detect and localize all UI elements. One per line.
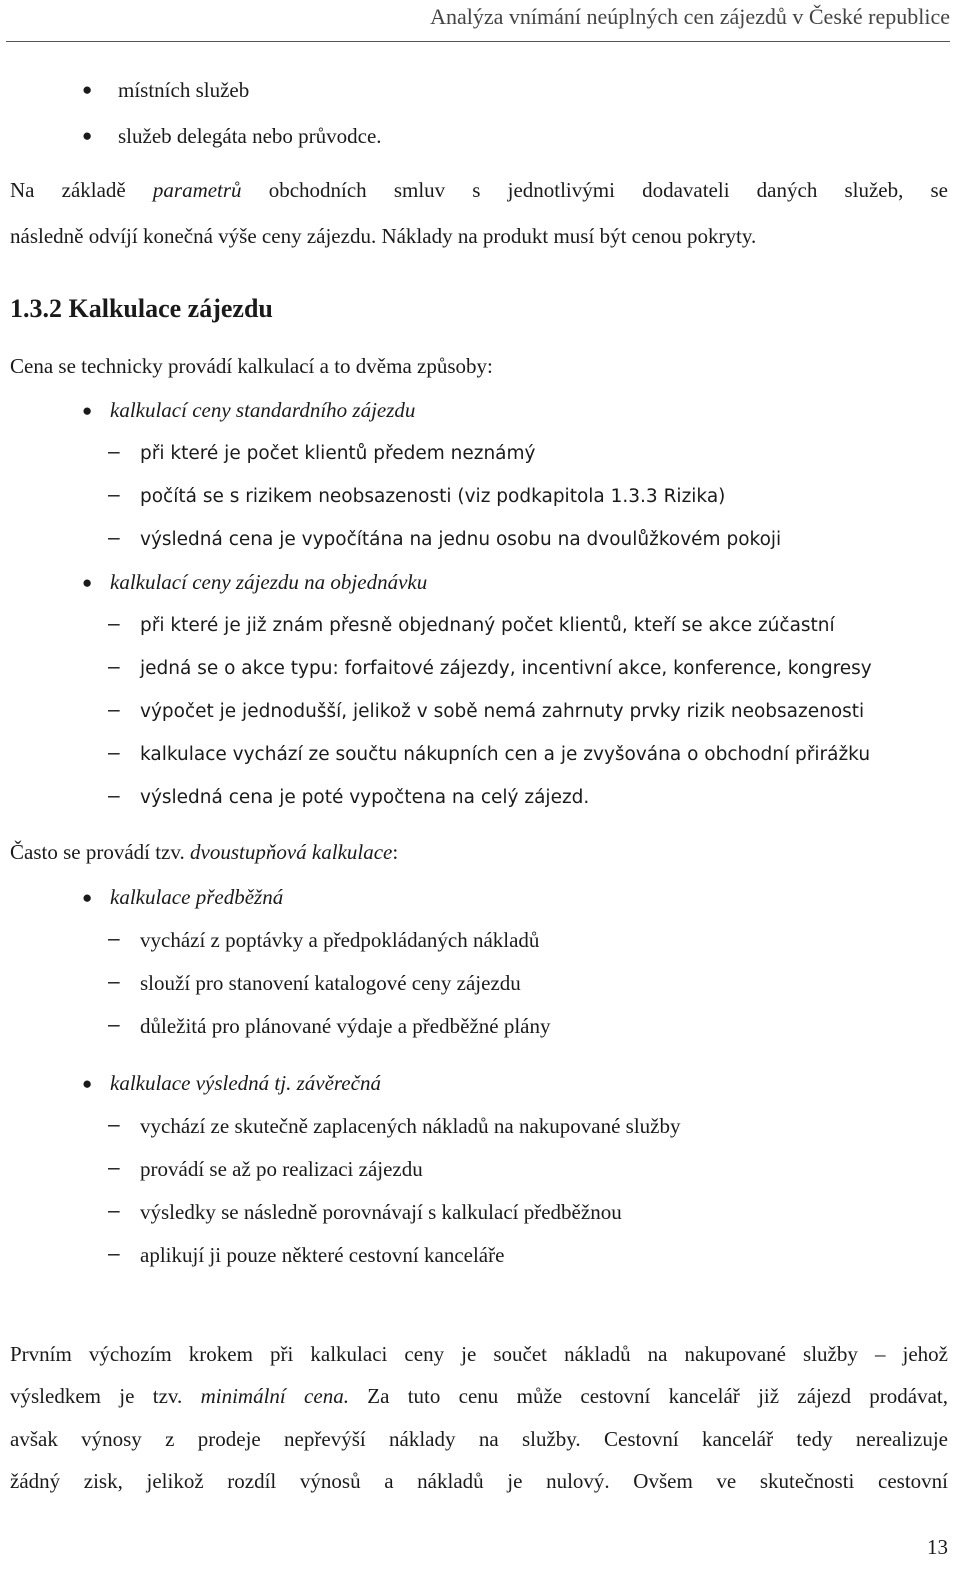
stage-title: kalkulace předběžná xyxy=(110,885,284,909)
running-header: Analýza vnímání neúplných cen zájezdů v České republice xyxy=(430,4,950,29)
stage-item: výsledky se následně porovnávají s kalkulací předběžnou xyxy=(140,1200,622,1224)
intro-paragraph-line: Na základě parametrů obchodních smluv s jednotlivými dodavateli daných služeb, se xyxy=(10,178,948,202)
bullet-icon: ● xyxy=(82,573,93,592)
dash-icon: – xyxy=(108,784,120,807)
header-rule xyxy=(6,41,950,42)
intro-paragraph-line: následně odvíjí konečná výše ceny zájezdu. Náklady na produkt musí být cenou pokryty. xyxy=(10,224,757,248)
closing-paragraph-line: avšak výnosy z prodeje nepřevýší náklady na služby. Cestovní kancelář tedy nerealizuje xyxy=(10,1427,948,1451)
stage-item: důležitá pro plánované výdaje a předběžné plány xyxy=(140,1014,551,1038)
stage-item: slouží pro stanovení katalogové ceny zájezdu xyxy=(140,971,521,995)
dash-icon: – xyxy=(108,698,120,721)
method-item: při které je již znám přesně objednaný počet klientů, kteří se akce zúčastní xyxy=(140,615,835,636)
bullet-icon: ● xyxy=(82,126,93,145)
method-item: výsledná cena je poté vypočtena na celý zájezd. xyxy=(140,787,590,808)
dash-icon: – xyxy=(108,927,120,950)
dash-icon: – xyxy=(108,741,120,764)
page-number: 13 xyxy=(927,1535,948,1559)
bullet-icon: ● xyxy=(82,1074,93,1093)
dash-icon: – xyxy=(108,655,120,678)
method-item: jedná se o akce typu: forfaitové zájezdy, incentivní akce, konference, kongresy xyxy=(140,658,872,679)
method-item: kalkulace vychází ze součtu nákupních cen a je zvyšována o obchodní přirážku xyxy=(140,744,871,765)
stage-item: vychází ze skutečně zaplacených nákladů na nakupované služby xyxy=(140,1114,681,1138)
dash-icon: – xyxy=(108,483,120,506)
dash-icon: – xyxy=(108,440,120,463)
closing-paragraph-line: výsledkem je tzv. minimální cena. Za tuto cenu může cestovní kancelář již zájezd prodávat, xyxy=(10,1384,949,1408)
bullet-icon: ● xyxy=(82,888,93,907)
bullet-icon: ● xyxy=(82,401,93,420)
method-item: při které je počet klientů předem neznámý xyxy=(140,443,536,464)
method-title: kalkulací ceny zájezdu na objednávku xyxy=(110,570,428,594)
dash-icon: – xyxy=(108,1156,120,1179)
dash-icon: – xyxy=(108,1013,120,1036)
intro-bullet: služeb delegáta nebo průvodce. xyxy=(118,124,382,148)
section-heading: 1.3.2 Kalkulace zájezdu xyxy=(10,294,273,323)
closing-paragraph-line: Prvním výchozím krokem při kalkulaci ceny je součet nákladů na nakupované služby – jehož xyxy=(10,1342,948,1366)
dash-icon: – xyxy=(108,612,120,635)
section-lead: Cena se technicky provádí kalkulací a to dvěma způsoby: xyxy=(10,354,493,378)
dash-icon: – xyxy=(108,1113,120,1136)
two-stage-lead: Často se provádí tzv. dvoustupňová kalkulace: xyxy=(10,840,399,864)
dash-icon: – xyxy=(108,970,120,993)
method-item: výsledná cena je vypočítána na jednu osobu na dvoulůžkovém pokoji xyxy=(140,529,782,550)
stage-item: provádí se až po realizaci zájezdu xyxy=(140,1157,423,1181)
dash-icon: – xyxy=(108,1199,120,1222)
method-title: kalkulací ceny standardního zájezdu xyxy=(110,398,416,422)
closing-paragraph-line: žádný zisk, jelikož rozdíl výnosů a nákladů je nulový. Ovšem ve skutečnosti cestovní xyxy=(10,1469,948,1493)
stage-item: vychází z poptávky a předpokládaných nákladů xyxy=(140,928,540,952)
stage-title: kalkulace výsledná tj. závěrečná xyxy=(110,1071,381,1095)
method-item: výpočet je jednodušší, jelikož v sobě nemá zahrnuty prvky rizik neobsazenosti xyxy=(140,701,865,722)
intro-bullet: místních služeb xyxy=(118,78,250,102)
stage-item: aplikují ji pouze některé cestovní kanceláře xyxy=(140,1243,505,1267)
dash-icon: – xyxy=(108,1242,120,1265)
bullet-icon: ● xyxy=(82,80,93,99)
method-item: počítá se s rizikem neobsazenosti (viz podkapitola 1.3.3 Rizika) xyxy=(140,486,726,507)
dash-icon: – xyxy=(108,526,120,549)
